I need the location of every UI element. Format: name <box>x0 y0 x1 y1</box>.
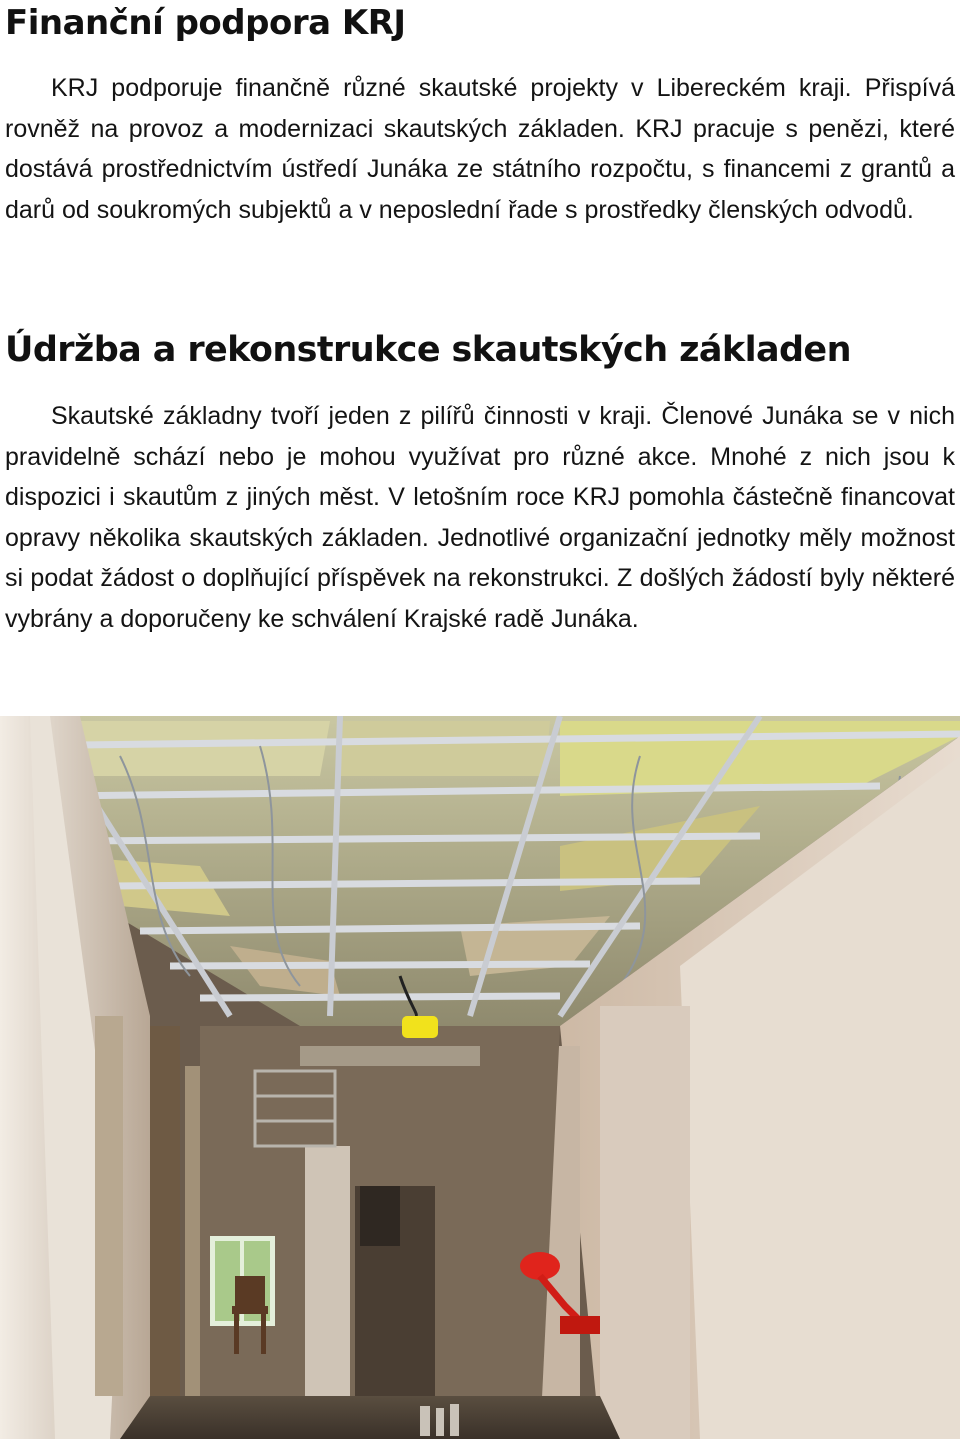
paragraph-financial-support: KRJ podporuje finančně různé skautské projekty v Libereckém kraji. Přispívá rovněž na provoz a modernizaci skautských základen. KRJ pracuje s penězi, které dostává prostřednictvím ústředí Junáka ze státního rozpočtu, s financemi z grantů a darů od soukromých subjektů a v neposlední řade s prostředky členských odvodů. <box>5 74 955 224</box>
heading-financial-support: Finanční podpora KRJ <box>5 3 406 43</box>
paragraph-maintenance: Skautské základny tvoří jeden z pilířů činnosti v kraji. Členové Junáka se v nich pravidelně schází nebo je mohou využívat pro různé akce. Mnohé z nich jsou k dispozici i skautům z jiných měst. V letošním roce KRJ pomohla částečně financovat opravy několika skautských základen. Jednotlivé organizační jednotky měly možnost si podat žádost o doplňující příspěvek na rekonstrukci. Z došlých žádostí byly některé vybrány a doporučeny ke schválení Krajské radě Junáka. <box>5 402 955 633</box>
corridor-reconstruction-photo <box>0 716 960 1439</box>
heading-maintenance: Údržba a rekonstrukce skautských základen <box>5 330 851 370</box>
